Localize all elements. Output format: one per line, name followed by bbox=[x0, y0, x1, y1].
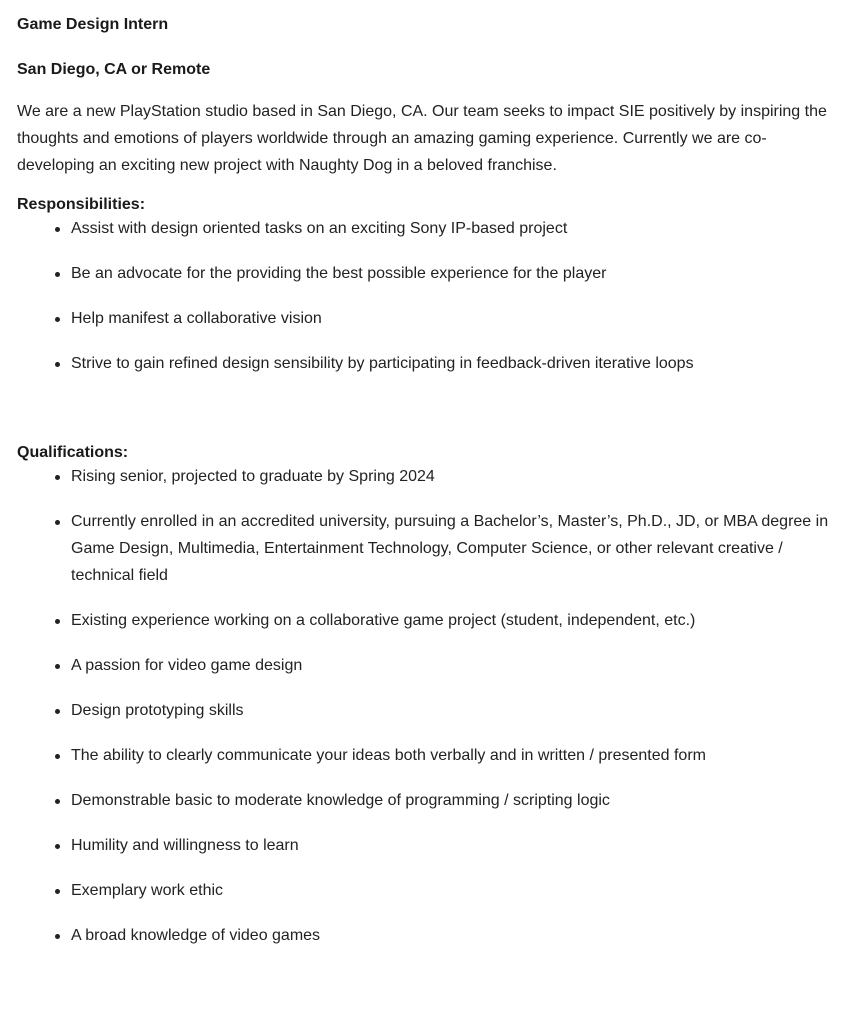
list-item bbox=[55, 508, 834, 589]
bullet-icon bbox=[55, 619, 60, 624]
list-item bbox=[55, 697, 834, 724]
qualifications-list bbox=[17, 463, 834, 949]
list-item bbox=[55, 652, 834, 679]
bullet-icon bbox=[55, 889, 60, 894]
list-item bbox=[55, 787, 834, 814]
list-item-text: Be an advocate for the providing the best possible experience for the player bbox=[71, 265, 607, 282]
bullet-icon bbox=[55, 754, 60, 759]
list-item-text: The ability to clearly communicate your ideas both verbally and in written / presented form bbox=[71, 747, 706, 764]
bullet-icon bbox=[55, 664, 60, 669]
list-item-text: Rising senior, projected to graduate by Spring 2024 bbox=[71, 468, 435, 485]
job-location: San Diego, CA or Remote bbox=[17, 61, 211, 78]
bullet-icon bbox=[55, 475, 60, 480]
list-item bbox=[55, 607, 834, 634]
list-item bbox=[55, 922, 834, 949]
list-item-text: Currently enrolled in an accredited university, pursuing a Bachelor’s, Master’s, Ph.D., JD, or MBA degree in Game Design, Multimedia, Entertainment Technology, Computer Science, or other relevant creative / technical field bbox=[71, 513, 829, 584]
list-item bbox=[55, 305, 834, 332]
list-item-text: Assist with design oriented tasks on an exciting Sony IP-based project bbox=[71, 220, 568, 237]
list-item-text: Strive to gain refined design sensibility by participating in feedback-driven iterative loops bbox=[71, 355, 694, 372]
list-item-text: Humility and willingness to learn bbox=[71, 837, 299, 854]
bullet-icon bbox=[55, 844, 60, 849]
responsibilities-list bbox=[17, 215, 834, 377]
job-title: Game Design Intern bbox=[17, 16, 169, 33]
bullet-icon bbox=[55, 227, 60, 232]
intro-paragraph: We are a new PlayStation studio based in San Diego, CA. Our team seeks to impact SIE positively by inspiring the thoughts and emotions of players worldwide through an amazing gaming experience. Currently we are co-developing an exciting new project with Naughty Dog in a beloved franchise. bbox=[17, 103, 827, 174]
list-item-text: Demonstrable basic to moderate knowledge of programming / scripting logic bbox=[71, 792, 610, 809]
list-item-text: Exemplary work ethic bbox=[71, 882, 224, 899]
list-item bbox=[55, 215, 834, 242]
bullet-icon bbox=[55, 362, 60, 367]
qualifications-heading: Qualifications: bbox=[17, 444, 129, 461]
bullet-icon bbox=[55, 317, 60, 322]
bullet-icon bbox=[55, 520, 60, 525]
list-item bbox=[55, 463, 834, 490]
bullet-icon bbox=[55, 272, 60, 277]
list-item-text: Existing experience working on a collaborative game project (student, independent, etc.) bbox=[71, 612, 696, 629]
bullet-icon bbox=[55, 799, 60, 804]
list-item-text: A broad knowledge of video games bbox=[71, 927, 321, 944]
list-item bbox=[55, 742, 834, 769]
list-item bbox=[55, 832, 834, 859]
bullet-icon bbox=[55, 934, 60, 939]
list-item-text: Design prototyping skills bbox=[71, 702, 244, 719]
responsibilities-heading: Responsibilities: bbox=[17, 196, 146, 213]
bullet-icon bbox=[55, 709, 60, 714]
list-item-text: Help manifest a collaborative vision bbox=[71, 310, 322, 327]
list-item-text: A passion for video game design bbox=[71, 657, 303, 674]
list-item bbox=[55, 877, 834, 904]
list-item bbox=[55, 260, 834, 287]
list-item bbox=[55, 350, 834, 377]
